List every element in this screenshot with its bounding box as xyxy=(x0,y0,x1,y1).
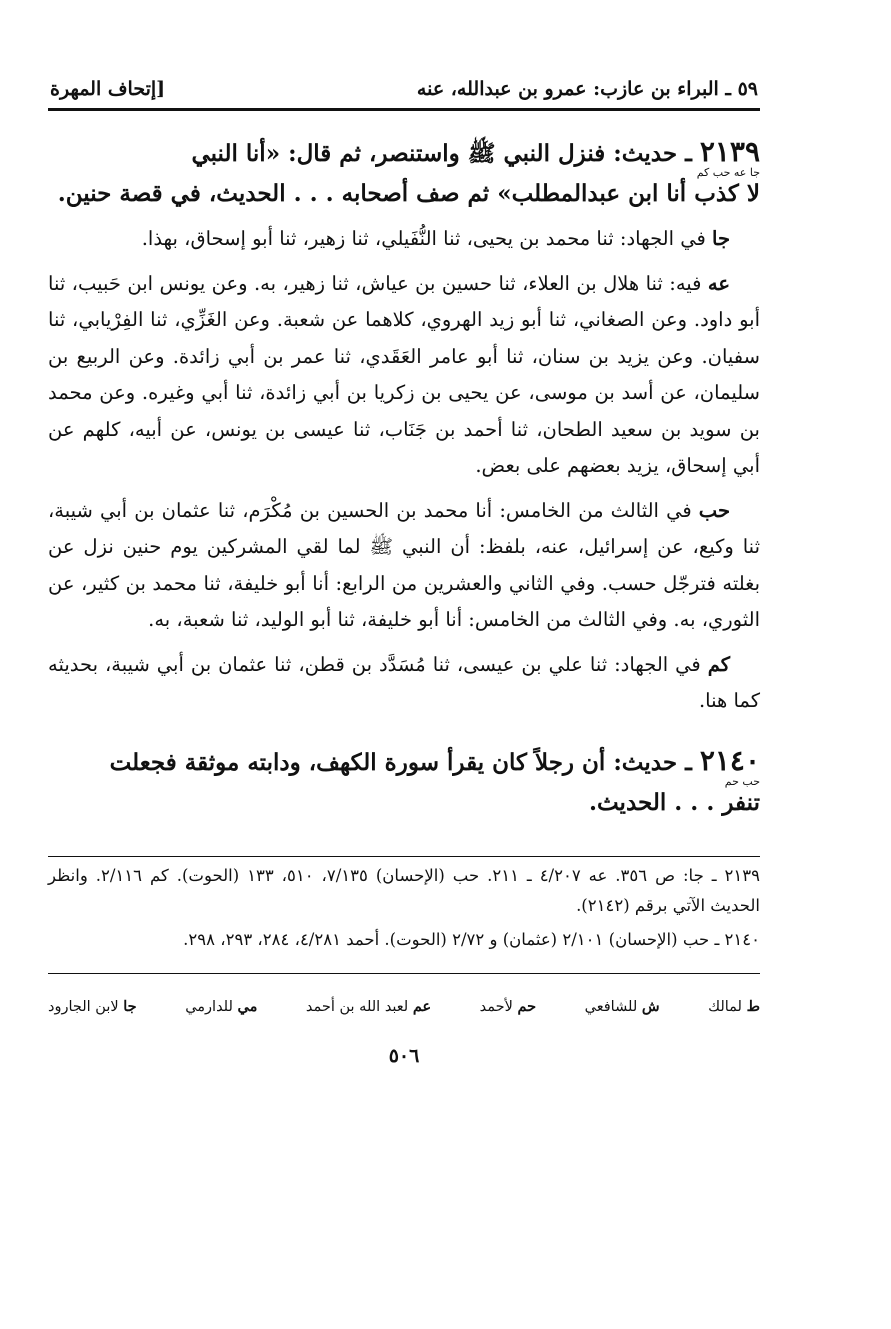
legend-item: عم لعبد الله بن أحمد xyxy=(305,997,432,1015)
legend-item: ط لمالك xyxy=(708,997,760,1015)
book-page xyxy=(48,78,760,1067)
source-symbols: جا عه حب كم xyxy=(696,166,760,179)
paragraph-text: في الثالث من الخامس: أنا محمد بن الحسين بن مُكْرَم، ثنا عثمان بن أبي شيبة، ثنا وكيع، عن إسرائيل، عنه، بلفظ: أن النبي ﷺ لما لقي المشركين يوم حنين نزل عن بغلته فترجّل حسب. وفي الثاني والعشرين من الرابع: أنا أبو خليفة، ثنا محمد بن كثير، عن الثوري، به. وفي الثالث من الخامس: أنا أبو خليفة، ثنا أبو الوليد، ثنا شعبة، به. xyxy=(48,498,760,631)
paragraph-text: في الجهاد: ثنا علي بن عيسى، ثنا مُسَدَّد بن قطن، ثنا عثمان بن أبي شيبة، بحديثه كما هنا. xyxy=(48,652,760,712)
paragraph-text: فيه: ثنا هلال بن العلاء، ثنا حسين بن عياش، ثنا زهير، به. وعن يونس ابن حَبيب، ثنا أبو داود. وعن الصغاني، ثنا أبو زيد الهروي، كلاهما عن شعبة. وعن الغَزِّي، ثنا الفِرْيابي، ثنا سفيان. وعن يزيد بن سنان، ثنا أبو عامر العَقَدي، ثنا عمر بن أبي زائدة. وعن الربيع بن سليمان، عن أسد بن موسى، عن يحيى بن زكريا بن أبي زائدة، ثنا أبي وغيره. وعن محمد بن سويد بن سعيد الطحان، ثنا أحمد بن جَنَاب، ثنا عيسى بن يونس، عن أبيه، كلهم عن أبي إسحاق، يزيد بعضهم على بعض. xyxy=(48,271,760,477)
paragraph-text: في الجهاد: ثنا محمد بن يحيى، ثنا النُّفَيلي، ثنا زهير، ثنا أبو إسحاق، بهذا. xyxy=(141,227,706,250)
header-rule xyxy=(48,108,760,111)
hadith-2140-title xyxy=(48,742,760,822)
source-abbr: عه xyxy=(707,271,730,295)
legend-rule xyxy=(48,973,760,974)
isnad-paragraph-km xyxy=(48,647,760,720)
source-symbols: حب حم xyxy=(724,774,760,788)
abbreviation-legend xyxy=(48,988,760,1015)
hadith-number: ٢١٤٠ xyxy=(699,743,760,777)
header-book-title: [إتحاف المهرة xyxy=(50,78,166,100)
source-abbr: كم xyxy=(707,652,730,676)
legend-item: جا لابن الجارود xyxy=(48,997,137,1015)
isnad-paragraph-ah xyxy=(48,266,760,485)
legend-item: ش للشافعي xyxy=(584,997,660,1015)
legend-item: حم لأحمد xyxy=(479,997,537,1015)
legend-item: مي للدارمي xyxy=(185,997,258,1015)
footnote: ٢١٣٩ ـ جا: ص ٣٥٦. عه ٤/٢٠٧ ـ ٢١١. حب (الإحسان) ٧/١٣٥، ٥١٠، ١٣٣ (الحوت). كم ٢/١١٦. وانظر الحديث الآتي برقم (٢١٤٢). xyxy=(48,865,760,915)
footnote: ٢١٤٠ ـ حب (الإحسان) ٢/١٠١ (عثمان) و ٢/٧٢ (الحوت). أحمد ٤/٢٨١، ٢٨٤، ٢٩٣، ٢٩٨. xyxy=(183,929,760,949)
hadith-2139-title xyxy=(48,133,760,213)
hadith-text-line2: تنفر . . . الحديث. xyxy=(588,788,760,816)
isnad-paragraph-ja xyxy=(48,221,760,258)
hadith-text-line2: لا كذب أنا ابن عبدالمطلب» ثم صف أصحابه . . . الحديث، في قصة حنين. xyxy=(57,180,760,207)
hadith-text-line1: ـ حديث: أن رجلاً كان يقرأ سورة الكهف، ودابته موثقة فجعلت xyxy=(109,748,692,776)
header-chapter-title: ٥٩ ـ البراء بن عازب: عمرو بن عبدالله، عنه xyxy=(416,78,758,100)
page-number: ٥٠٦ xyxy=(388,1044,420,1067)
running-header xyxy=(48,78,760,108)
hadith-text-line1: ـ حديث: فنزل النبي ﷺ واستنصر، ثم قال: «أنا النبي xyxy=(191,140,692,167)
source-abbr: حب xyxy=(698,498,730,522)
source-abbr: جا xyxy=(712,227,730,250)
isnad-paragraph-hb xyxy=(48,493,760,639)
footnotes xyxy=(48,856,760,955)
hadith-number: ٢١٣٩ xyxy=(699,135,760,168)
